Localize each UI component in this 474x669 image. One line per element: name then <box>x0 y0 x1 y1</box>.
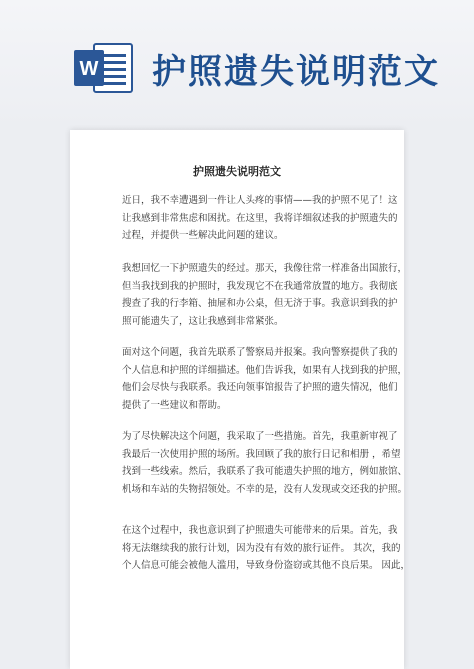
text-line: 为了尽快解决这个问题，我采取了一些措施。首先，我重新审视了 <box>122 431 398 442</box>
text-line: 提供了一些建议和帮助。 <box>122 399 227 411</box>
header-title: 护照遗失说明范文 <box>152 52 440 92</box>
text-line: 找到一些线索。然后，我联系了我可能遗失护照的地方，例如旅馆、 <box>122 466 408 477</box>
text-line: 机场和车站的失物招领处。不幸的是，没有人发现或交还我的护照。 <box>122 483 408 495</box>
text-line: 我最后一次使用护照的场所。我回顾了我的旅行日记和相册 ，希望 <box>122 448 401 460</box>
paragraph-5 <box>122 522 411 575</box>
text-line: 过程，并提供一些解决此问题的建议。 <box>122 230 284 241</box>
text-line: 近日，我不幸遭遇到一件让人头疼的事情——我的护照不见了！这 <box>122 195 398 206</box>
text-line: 但当我找到我的护照时，我发现它不在我通常放置的地方。我彻底 <box>122 280 398 292</box>
document-title: 护照遗失说明范文 <box>193 165 281 178</box>
paragraph-2 <box>122 260 408 330</box>
text-line: 搜查了我的行李箱、抽屉和办公桌，但无济于事。我意识到我的护 <box>122 298 398 309</box>
paragraph-3 <box>122 344 408 414</box>
text-line: 将无法继续我的旅行计划，因为没有有效的旅行证件。 其次，我的 <box>122 542 401 554</box>
text-line: 在这个过程中，我也意识到了护照遗失可能带来的后果。首先，我 <box>122 525 398 536</box>
text-line: 面对这个问题，我首先联系了警察局并报案。我向警察提供了我的 <box>122 347 398 358</box>
word-icon <box>72 40 134 96</box>
paragraph-1 <box>122 192 398 245</box>
text-line: 让我感到非常焦虑和困扰。在这里，我将详细叙述我的护照遗失的 <box>122 212 398 224</box>
text-line: 个人信息可能会被他人滥用，导致身份盗窃或其他不良后果。 因此， <box>122 560 411 571</box>
document-page <box>70 130 411 669</box>
text-line: 我想回忆一下护照遗失的经过。那天，我像往常一样准备出国旅行， <box>122 263 408 274</box>
text-line: 个人信息和护照的详细描述。他们告诉我，如果有人找到我的护照， <box>122 364 408 376</box>
header-banner <box>0 0 474 130</box>
text-line: 他们会尽快与我联系。我还向领事馆报告了护照的遗失情况，他们 <box>122 382 398 393</box>
paragraph-4 <box>122 428 408 498</box>
text-line: 照可能遗失了，这让我感到非常紧张。 <box>122 315 284 327</box>
svg-text:W: W <box>79 58 99 80</box>
